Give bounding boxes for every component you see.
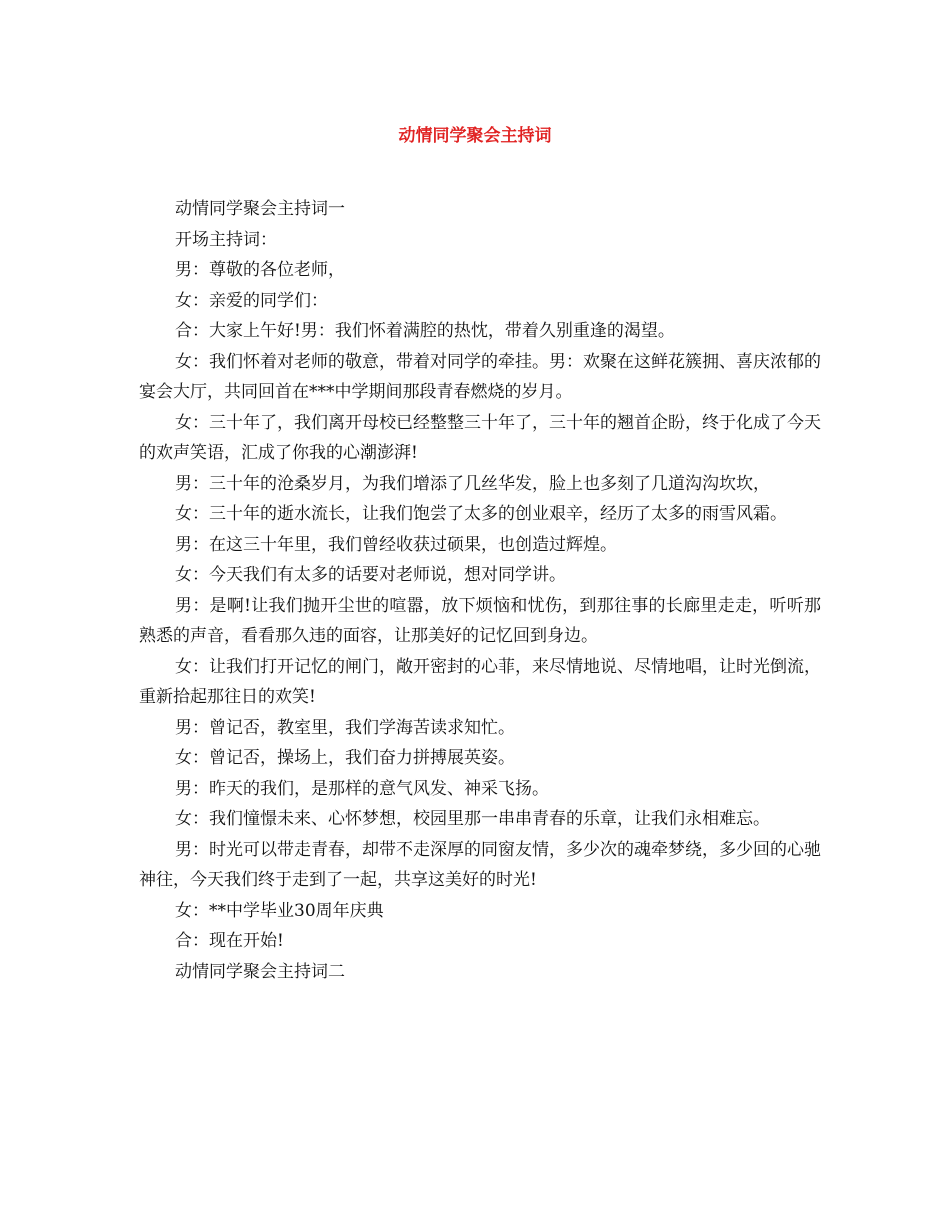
paragraph: 开场主持词：	[175, 229, 277, 250]
document-body	[139, 194, 821, 987]
paragraph: 女：三十年的逝水流长，让我们饱尝了太多的创业艰辛，经历了太多的雨雪风霜。	[175, 504, 787, 524]
paragraph: 合：大家上午好!男：我们怀着满腔的热忱，带着久别重逢的渴望。	[175, 321, 675, 341]
paragraph: 女：我们怀着对老师的敬意，带着对同学的牵挂。男：欢聚在这鲜花簇拥、喜庆浓郁的宴会大厅，共同回首在***中学期间那段青春燃烧的岁月。	[139, 351, 821, 402]
paragraph: 男：时光可以带走青春，却带不走深厚的同窗友情，多少次的魂牵梦绕，多少回的心驰神往，今天我们终于走到了一起，共享这美好的时光!	[139, 839, 821, 890]
paragraph: 男：尊敬的各位老师，	[175, 260, 345, 280]
paragraph: 女：让我们打开记忆的闸门，敞开密封的心菲，来尽情地说、尽情地唱，让时光倒流，重新拾起那往日的欢笑!	[139, 656, 821, 707]
paragraph: 女：我们憧憬未来、心怀梦想，校园里那一串串青春的乐章，让我们永相难忘。	[175, 809, 770, 829]
paragraph: 合：现在开始!	[175, 931, 284, 951]
paragraph: 男：曾记否，教室里，我们学海苦读求知忙。	[175, 717, 515, 738]
paragraph: 女：亲爱的同学们：	[175, 290, 328, 311]
paragraph: 女：**中学毕业30周年庆典	[175, 900, 384, 921]
paragraph: 女：三十年了，我们离开母校已经整整三十年了，三十年的翘首企盼，终于化成了今天的欢声笑语，汇成了你我的心潮澎湃!	[139, 412, 821, 463]
document-title: 动情同学聚会主持词	[398, 126, 552, 146]
paragraph: 动情同学聚会主持词一	[175, 199, 345, 219]
paragraph: 男：三十年的沧桑岁月，为我们增添了几丝华发，脸上也多刻了几道沟沟坎坎，	[175, 473, 770, 494]
paragraph: 动情同学聚会主持词二	[175, 961, 345, 982]
paragraph: 男：昨天的我们，是那样的意气风发、神采飞扬。	[175, 778, 549, 799]
paragraph: 女：曾记否，操场上，我们奋力拼搏展英姿。	[175, 748, 515, 768]
paragraph: 女：今天我们有太多的话要对老师说，想对同学讲。	[175, 565, 566, 585]
paragraph: 男：在这三十年里，我们曾经收获过硕果，也创造过辉煌。	[175, 534, 617, 555]
paragraph: 男：是啊!让我们抛开尘世的喧嚣，放下烦恼和忧伤，到那往事的长廊里走走，听听那熟悉的声音，看看那久违的面容，让那美好的记忆回到身边。	[139, 595, 821, 646]
